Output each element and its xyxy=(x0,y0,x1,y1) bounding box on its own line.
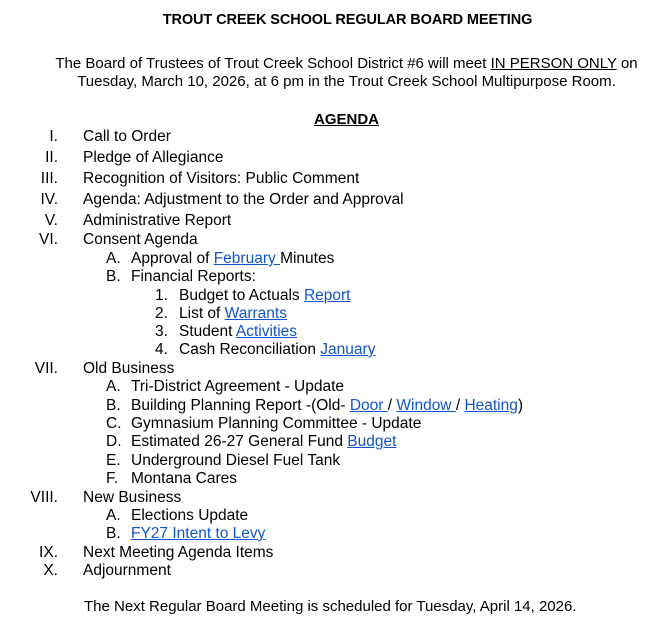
subsubitem-number: 1. xyxy=(155,287,168,304)
budget-link[interactable]: Budget xyxy=(347,433,397,450)
subitem-text: Tri-District Agreement - Update xyxy=(131,378,345,395)
intro-paragraph xyxy=(0,55,663,91)
subitem-text xyxy=(131,397,523,415)
item-text: Old Business xyxy=(83,360,175,377)
subsubitem-number: 2. xyxy=(155,305,168,322)
subitem-prefix: Approval of xyxy=(131,250,214,267)
item-numeral: II. xyxy=(45,149,58,166)
separator: / xyxy=(387,397,397,414)
subsubitem-number: 3. xyxy=(155,323,168,340)
subitem-letter: A. xyxy=(106,507,121,524)
subitem-text xyxy=(131,250,334,268)
item-numeral: VII. xyxy=(34,360,58,377)
warrants-link[interactable]: Warrants xyxy=(224,305,287,322)
subitem-letter: C. xyxy=(106,415,122,432)
subitem-text: Montana Cares xyxy=(131,470,237,487)
subitem-letter: A. xyxy=(106,378,121,395)
item-text: Recognition of Visitors: Public Comment xyxy=(83,170,360,187)
subsubitem-prefix: List of xyxy=(179,305,225,322)
subsubitem-text xyxy=(179,305,287,323)
item-numeral: I. xyxy=(49,128,58,145)
subitem-text: Gymnasium Planning Committee - Update xyxy=(131,415,422,432)
separator: / xyxy=(455,397,465,414)
subsubitem-text xyxy=(179,323,297,341)
january-reconciliation-link[interactable]: January xyxy=(320,341,376,358)
subitem-letter: B. xyxy=(106,397,121,414)
subitem-letter: B. xyxy=(106,525,121,542)
item-text: Call to Order xyxy=(83,128,171,145)
subitem-text xyxy=(131,525,265,543)
item-numeral: VIII. xyxy=(30,489,58,506)
item-numeral: VI. xyxy=(39,231,58,248)
item-text: Administrative Report xyxy=(83,212,232,229)
subitem-letter: B. xyxy=(106,268,121,285)
item-numeral: V. xyxy=(44,212,58,229)
door-link[interactable]: Door xyxy=(349,397,388,414)
subitem-letter: E. xyxy=(106,452,121,469)
subitem-text: Elections Update xyxy=(131,507,249,524)
item-text: Agenda: Adjustment to the Order and Approval xyxy=(83,191,404,208)
intro-text-1: The Board of Trustees of Trout Creek School District #6 will meet xyxy=(55,55,491,72)
item-numeral: III. xyxy=(40,170,58,187)
item-text: Adjournment xyxy=(83,562,171,579)
item-numeral: IV. xyxy=(40,191,58,208)
window-link[interactable]: Window xyxy=(396,397,456,414)
agenda-heading: AGENDA xyxy=(313,111,379,128)
subitem-prefix: Estimated 26-27 General Fund xyxy=(131,433,348,450)
subitem-letter: F. xyxy=(106,470,119,487)
subsubitem-prefix: Budget to Actuals xyxy=(179,287,304,304)
intro-text-2: on xyxy=(616,55,638,72)
item-text: New Business xyxy=(83,489,182,506)
intent-to-levy-link[interactable]: FY27 Intent to Levy xyxy=(131,525,266,542)
intro-line-2: Tuesday, March 10, 2026, at 6 pm in the Trout Creek School Multipurpose Room. xyxy=(77,73,616,90)
subitem-text: Financial Reports: xyxy=(131,268,256,285)
item-text: Consent Agenda xyxy=(83,231,198,248)
subitem-suffix: Minutes xyxy=(280,250,335,267)
subsubitem-prefix: Student xyxy=(179,323,236,340)
item-text: Pledge of Allegiance xyxy=(83,149,224,166)
subitem-letter: A. xyxy=(106,250,121,267)
subsubitem-text xyxy=(179,287,350,305)
item-numeral: X. xyxy=(43,562,58,579)
subitem-prefix: Building Planning Report -(Old- xyxy=(131,397,350,414)
activities-link[interactable]: Activities xyxy=(235,323,298,340)
subsubitem-text xyxy=(179,341,375,359)
subitem-text xyxy=(131,433,396,451)
subitem-text: Underground Diesel Fuel Tank xyxy=(131,452,341,469)
subsubitem-number: 4. xyxy=(155,341,168,358)
february-minutes-link[interactable]: February xyxy=(213,250,281,267)
budget-report-link[interactable]: Report xyxy=(303,287,351,304)
next-meeting-note: The Next Regular Board Meeting is scheduled for Tuesday, April 14, 2026. xyxy=(84,598,577,615)
subsubitem-prefix: Cash Reconciliation xyxy=(179,341,321,358)
heating-link[interactable]: Heating xyxy=(464,397,518,414)
item-text: Next Meeting Agenda Items xyxy=(83,544,274,561)
item-numeral: IX. xyxy=(39,544,58,561)
subitem-letter: D. xyxy=(106,433,122,450)
document-title: TROUT CREEK SCHOOL REGULAR BOARD MEETING xyxy=(162,12,533,28)
subitem-suffix: ) xyxy=(517,397,524,414)
intro-emphasis: IN PERSON ONLY xyxy=(490,55,617,72)
